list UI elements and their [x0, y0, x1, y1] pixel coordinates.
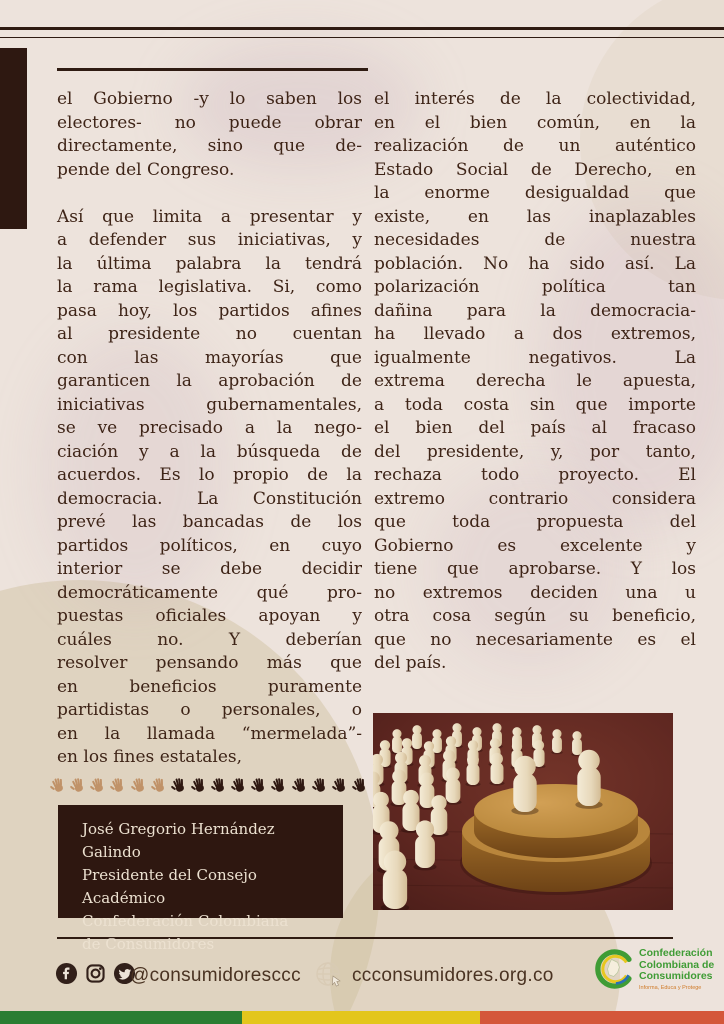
hand-icon: [88, 772, 109, 798]
article-column-2: [374, 88, 696, 676]
hand-icon: [208, 772, 229, 798]
wooden-figures-photo: [373, 713, 673, 910]
hand-icon: [309, 772, 330, 798]
organization-logo: [594, 948, 723, 991]
paragraph: el interés de la colectividad, en el bien común, en la realización de un auténtico Estado Social de Derecho, en la enorme desigualdad que existe, en las inaplazables necesidades de nuestra población. No ha sido así. La polarización política tan dañina para la democracia- ha llevado a dos extremos, igualmente negativos. La extrema derecha le apuesta, a toda costa sin que importe el bien del país al fracaso del presidente, y, por tanto, rechaza todo proyecto. El extremo contrario considera que toda propuesta del Gobierno es excelente y tiene que aprobarse. Y los no extremos deciden una u otra cosa según su beneficio, que no necesariamente es el del país.: [374, 89, 696, 673]
author-box: José Gregorio Hernández Galindo Presidente del Consejo Académico Confederación Colombiana de Consumidores: [58, 805, 343, 918]
hands-divider: [50, 770, 368, 796]
facebook-icon[interactable]: [55, 962, 78, 985]
hand-icon: [128, 772, 149, 798]
left-margin-bar: [0, 48, 27, 229]
stripe-green: [0, 1011, 242, 1024]
confederation-logo-icon: [594, 948, 636, 990]
logo-text: Confederación Colombiana de Consumidores: [639, 947, 715, 982]
social-icons: [55, 962, 136, 985]
photo-illustration: [373, 713, 673, 910]
column-heading-rule: [57, 68, 368, 71]
paragraph: Así que limita a presentar y a defender sus iniciativas, y la última palabra la tendrá la rama legislativa. Si, como pasa hoy, los partidos afines al presidente no cuentan con las mayorías que garanticen la aprobación de iniciativas gubernamentales, se ve precisado a la nego- ciación y a la búsqueda de acuerdos. Es lo propio de la democracia. La Constitución prevé las bancadas de los partidos políticos, en cuyo interior se debe decidir democráticamente qué pro- puestas oficiales apoyan y cuáles no. Y deberían resolver pensando más que en beneficios puramente partidistas o personales, o en la llamada “mermelada”- en los fines estatales,: [57, 206, 362, 767]
hand-icon: [269, 772, 290, 798]
paragraph: el Gobierno -y lo saben los electores- no puede obrar directamente, sino que de- pende del Congreso.: [57, 89, 362, 180]
logo-tagline: Informa, Educa y Protege: [639, 984, 702, 991]
hand-icon: [168, 772, 189, 798]
stripe-yellow: [242, 1011, 480, 1024]
hand-icon: [249, 772, 270, 798]
hand-icon: [47, 772, 68, 798]
hand-icon: [349, 772, 370, 798]
social-handle[interactable]: @consumidoresccc: [130, 965, 301, 986]
website-url[interactable]: ccconsumidores.org.co: [352, 965, 554, 986]
hand-icon: [329, 772, 350, 798]
instagram-icon[interactable]: [84, 962, 107, 985]
top-rule-thin: [0, 37, 724, 38]
hand-icon: [67, 772, 88, 798]
hand-icon: [188, 772, 209, 798]
hand-icon: [289, 772, 310, 798]
top-rule-thick: [0, 27, 724, 30]
article-column-1: [57, 88, 362, 770]
hand-icon: [148, 772, 169, 798]
hand-icon: [228, 772, 249, 798]
stripe-red: [480, 1011, 724, 1024]
hand-icon: [108, 772, 129, 798]
globe-icon: [314, 960, 344, 990]
